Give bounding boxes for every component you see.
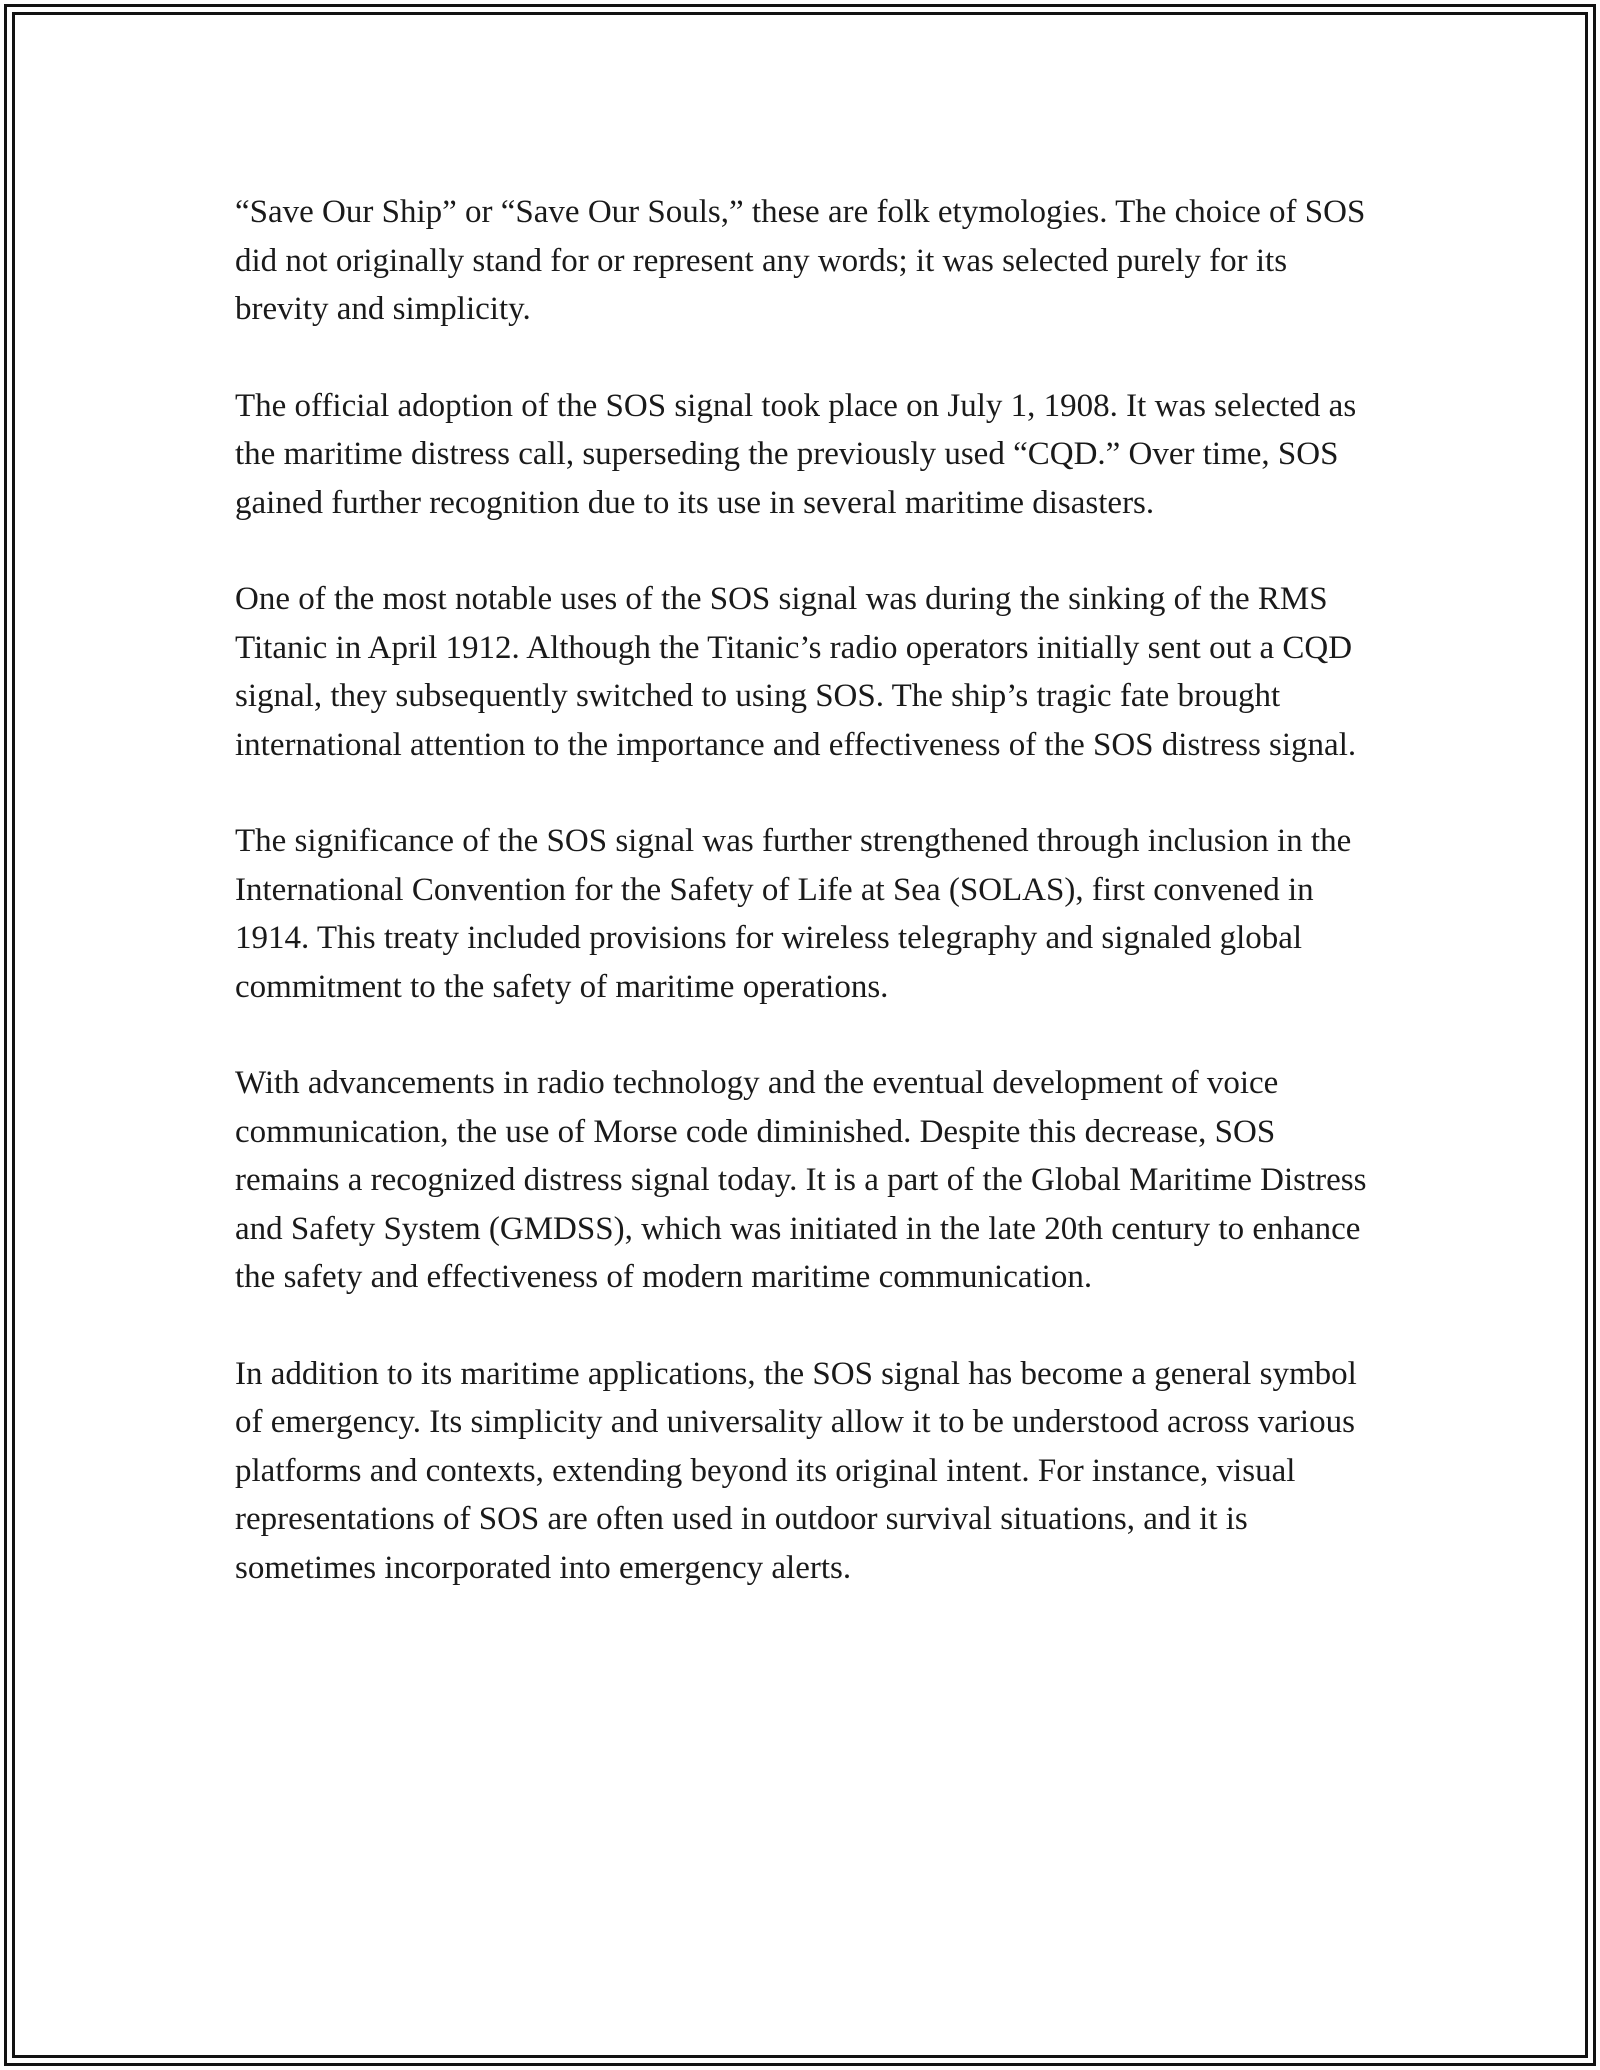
paragraph-gmdss: With advancements in radio technology and the eventual development of voice communication, the use of Morse code diminished. Despite this decrease, SOS remains a recognized distress signal today. It is a part of the Global Maritime Distress and Safety System (GMDSS), which was initiated in the late 20th century to enhance the safety and effectiveness of modern maritime communication. <box>235 1065 1367 1295</box>
paragraph-solas: The significance of the SOS signal was further strengthened through inclusion in the International Convention for the Safety of Life at Sea (SOLAS), first convened in 1914. This treaty included provisions for wireless telegraphy and signaled global commitment to the safety of maritime operations. <box>235 823 1352 1005</box>
paragraph-folk-etymology: “Save Our Ship” or “Save Our Souls,” these are folk etymologies. The choice of SOS did not originally stand for or represent any words; it was selected purely for its brevity and simplicity. <box>235 194 1366 327</box>
paragraph-titanic: One of the most notable uses of the SOS signal was during the sinking of the RMS Titanic in April 1912. Although the Titanic’s radio operators initially sent out a CQD signal, they subsequently switched to using SOS. The ship’s tragic fate brought international attention to the importance and effectiveness of the SOS distress signal. <box>235 581 1357 763</box>
paragraph-official-adoption: The official adoption of the SOS signal took place on July 1, 1908. It was selected as the maritime distress call, superseding the previously used “CQD.” Over time, SOS gained further recognition due to its use in several maritime disasters. <box>235 387 1357 521</box>
paragraph-general-symbol: In addition to its maritime applications, the SOS signal has become a general symbol of emergency. Its simplicity and universality allow it to be understood across various platforms and contexts, extending beyond its original intent. For instance, visual representations of SOS are often used in outdoor survival situations, and it is sometimes incorporated into emergency alerts. <box>235 1355 1357 1586</box>
document-body <box>235 188 1385 1640</box>
